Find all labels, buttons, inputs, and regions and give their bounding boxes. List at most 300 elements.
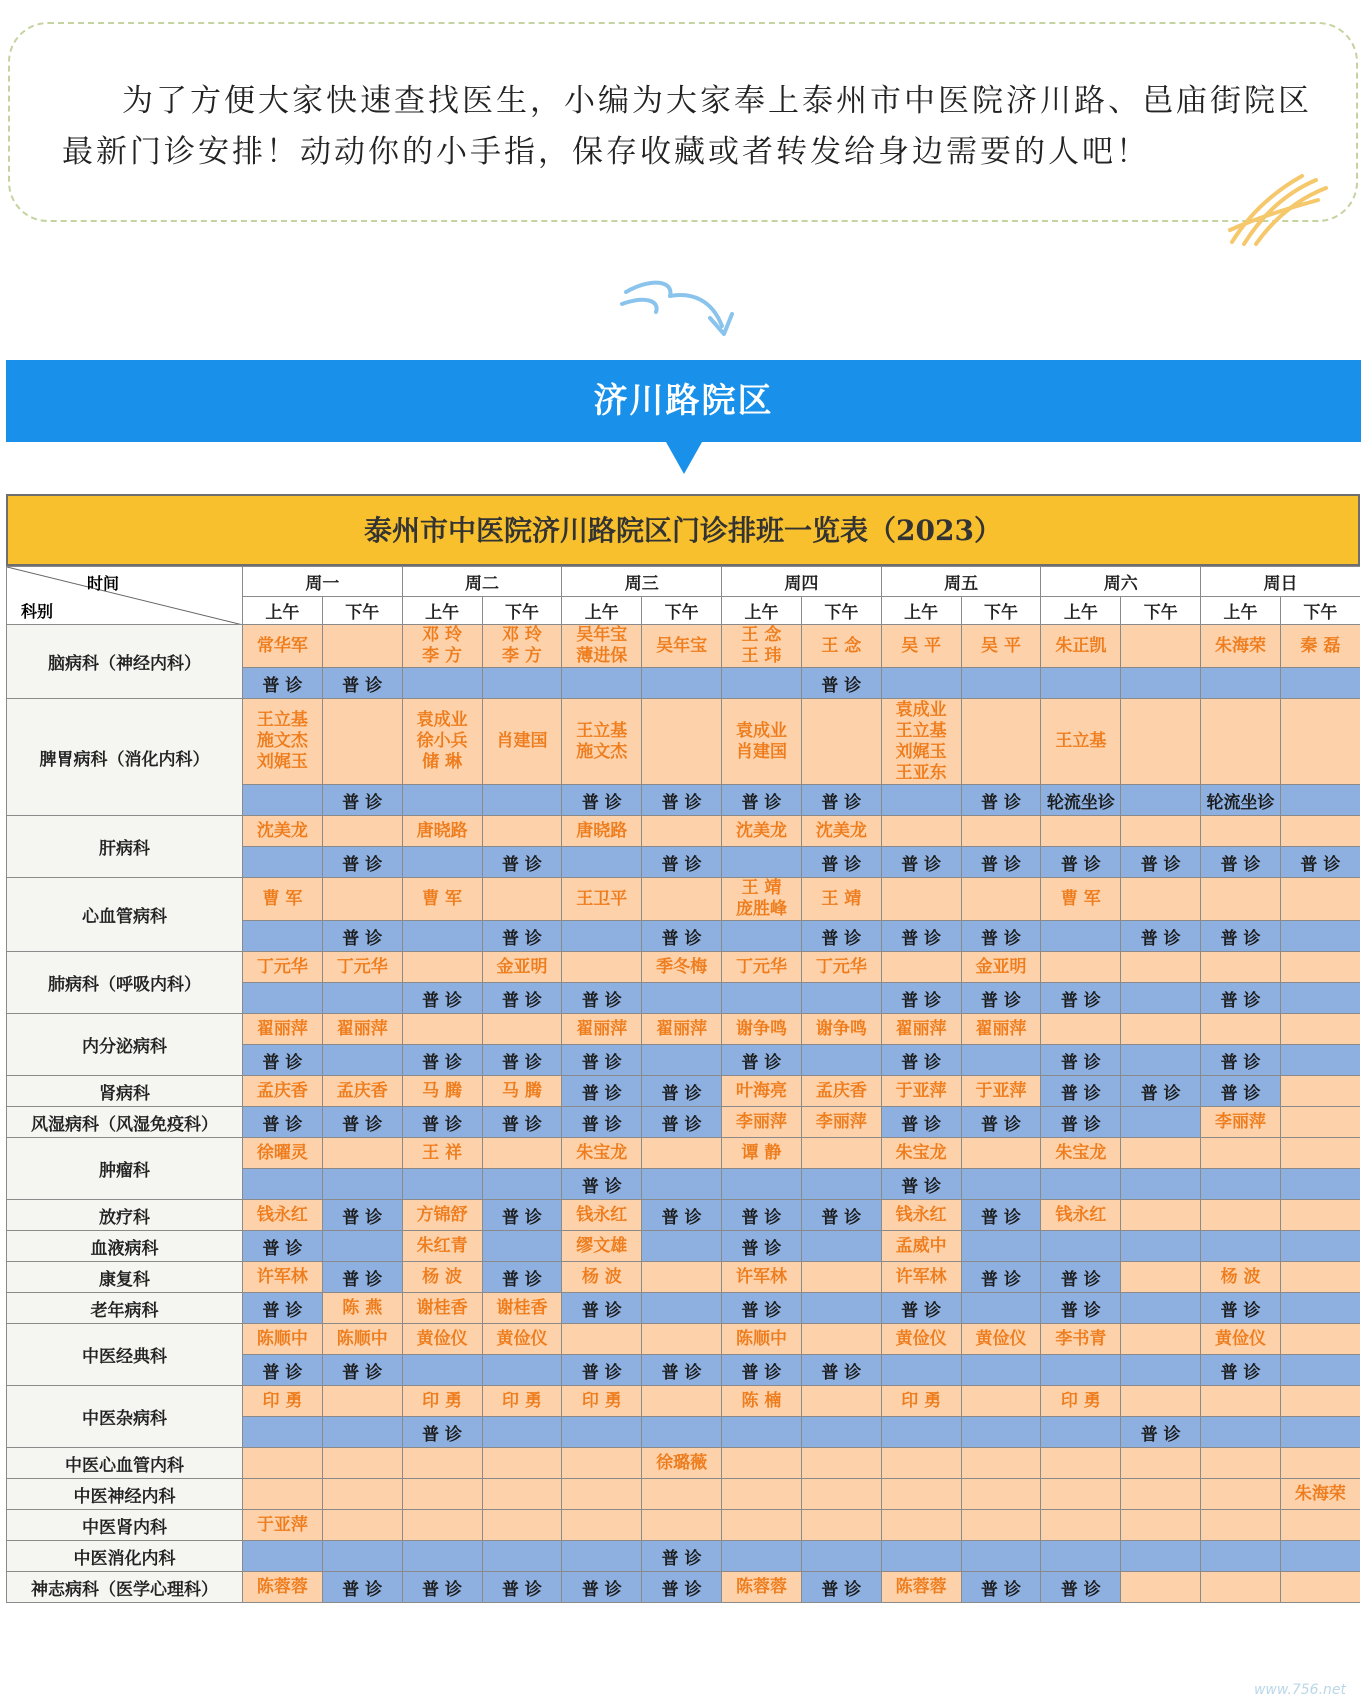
empty-cell bbox=[801, 983, 881, 1014]
general-clinic-cell: 普 诊 bbox=[482, 1200, 562, 1231]
empty-cell bbox=[322, 1231, 402, 1262]
general-clinic-cell: 普 诊 bbox=[402, 1045, 482, 1076]
day-header: 周三 bbox=[562, 567, 722, 597]
department-name: 中医心血管内科 bbox=[7, 1448, 243, 1479]
empty-cell bbox=[1280, 1169, 1360, 1200]
empty-cell bbox=[322, 625, 402, 668]
empty-cell bbox=[1041, 921, 1121, 952]
general-clinic-cell: 普 诊 bbox=[1121, 1417, 1201, 1448]
empty-cell bbox=[1121, 1510, 1201, 1541]
banner-pointer bbox=[666, 442, 702, 474]
doctor-cell: 吴 平 bbox=[961, 625, 1041, 668]
empty-cell bbox=[562, 1479, 642, 1510]
empty-cell bbox=[482, 1014, 562, 1045]
empty-cell bbox=[1280, 816, 1360, 847]
department-name: 中医消化内科 bbox=[7, 1541, 243, 1572]
empty-cell bbox=[642, 1138, 722, 1169]
empty-cell bbox=[642, 668, 722, 699]
general-clinic-cell: 普 诊 bbox=[482, 847, 562, 878]
empty-cell bbox=[402, 1510, 482, 1541]
empty-cell bbox=[961, 1448, 1041, 1479]
general-clinic-cell: 普 诊 bbox=[881, 1045, 961, 1076]
empty-cell bbox=[1121, 878, 1201, 921]
empty-cell bbox=[562, 1417, 642, 1448]
empty-cell bbox=[402, 1355, 482, 1386]
general-clinic-cell: 普 诊 bbox=[961, 1107, 1041, 1138]
empty-cell bbox=[1121, 1448, 1201, 1479]
general-clinic-cell: 普 诊 bbox=[402, 1572, 482, 1603]
empty-cell bbox=[961, 1355, 1041, 1386]
doctor-cell: 钱永红 bbox=[1041, 1200, 1121, 1231]
empty-cell bbox=[722, 983, 802, 1014]
empty-cell bbox=[243, 921, 323, 952]
doctor-cell: 李丽萍 bbox=[801, 1107, 881, 1138]
empty-cell bbox=[642, 1417, 722, 1448]
doctor-cell: 朱正凯 bbox=[1041, 625, 1121, 668]
corner-dept-label: 科别 bbox=[21, 602, 54, 621]
empty-cell bbox=[322, 699, 402, 785]
general-clinic-cell: 普 诊 bbox=[1041, 1572, 1121, 1603]
empty-cell bbox=[1201, 1572, 1281, 1603]
empty-cell bbox=[402, 921, 482, 952]
pm-header: 下午 bbox=[1280, 597, 1360, 625]
doctor-cell: 马 腾 bbox=[402, 1076, 482, 1107]
empty-cell bbox=[1201, 1386, 1281, 1417]
general-clinic-cell: 普 诊 bbox=[482, 1262, 562, 1293]
doctor-cell: 沈美龙 bbox=[243, 816, 323, 847]
general-clinic-cell: 普 诊 bbox=[1280, 847, 1360, 878]
empty-cell bbox=[402, 952, 482, 983]
doctor-cell: 金亚明 bbox=[961, 952, 1041, 983]
general-clinic-cell: 普 诊 bbox=[562, 1107, 642, 1138]
empty-cell bbox=[482, 1231, 562, 1262]
doctor-cell: 曹 军 bbox=[402, 878, 482, 921]
doctor-cell: 于亚萍 bbox=[961, 1076, 1041, 1107]
general-clinic-cell: 普 诊 bbox=[562, 1293, 642, 1324]
pm-header: 下午 bbox=[961, 597, 1041, 625]
watermark: www.756.net bbox=[1253, 1682, 1346, 1698]
department-name: 肝病科 bbox=[7, 816, 243, 878]
general-clinic-cell: 普 诊 bbox=[722, 1355, 802, 1386]
doctor-cell: 杨 波 bbox=[402, 1262, 482, 1293]
empty-cell bbox=[1121, 699, 1201, 785]
empty-cell bbox=[322, 1417, 402, 1448]
empty-cell bbox=[881, 1355, 961, 1386]
empty-cell bbox=[961, 1510, 1041, 1541]
doctor-cell: 沈美龙 bbox=[722, 816, 802, 847]
doctor-cell: 陈顺中 bbox=[722, 1324, 802, 1355]
empty-cell bbox=[1280, 1076, 1360, 1107]
empty-cell bbox=[482, 1479, 562, 1510]
empty-cell bbox=[1041, 668, 1121, 699]
empty-cell bbox=[482, 1138, 562, 1169]
doctor-cell: 陈顺中 bbox=[322, 1324, 402, 1355]
empty-cell bbox=[562, 847, 642, 878]
general-clinic-cell: 普 诊 bbox=[801, 668, 881, 699]
doctor-cell: 翟丽萍 bbox=[881, 1014, 961, 1045]
empty-cell bbox=[562, 952, 642, 983]
general-clinic-cell: 普 诊 bbox=[1201, 1045, 1281, 1076]
empty-cell bbox=[1201, 1200, 1281, 1231]
empty-cell bbox=[1280, 1231, 1360, 1262]
general-clinic-cell: 普 诊 bbox=[881, 1107, 961, 1138]
doctor-cell: 徐璐薇 bbox=[642, 1448, 722, 1479]
department-name: 肺病科（呼吸内科） bbox=[7, 952, 243, 1014]
empty-cell bbox=[1121, 1138, 1201, 1169]
doctor-cell: 翟丽萍 bbox=[961, 1014, 1041, 1045]
scribble-decoration-icon bbox=[1222, 170, 1332, 250]
empty-cell bbox=[482, 785, 562, 816]
doctor-cell: 于亚萍 bbox=[243, 1510, 323, 1541]
schedule-row bbox=[7, 1510, 1361, 1541]
empty-cell bbox=[482, 1448, 562, 1479]
doctor-cell: 王立基 施文杰 bbox=[562, 699, 642, 785]
department-name: 心血管病科 bbox=[7, 878, 243, 952]
empty-cell bbox=[1280, 1045, 1360, 1076]
general-clinic-cell: 普 诊 bbox=[322, 1355, 402, 1386]
schedule-row bbox=[7, 625, 1361, 668]
doctor-cell: 吴 平 bbox=[881, 625, 961, 668]
general-clinic-cell: 普 诊 bbox=[722, 1200, 802, 1231]
empty-cell bbox=[482, 1169, 562, 1200]
general-clinic-cell: 普 诊 bbox=[1201, 1293, 1281, 1324]
empty-cell bbox=[1280, 1262, 1360, 1293]
schedule-table bbox=[6, 566, 1360, 1603]
empty-cell bbox=[801, 1479, 881, 1510]
empty-cell bbox=[722, 1479, 802, 1510]
empty-cell bbox=[642, 1293, 722, 1324]
empty-cell bbox=[1121, 952, 1201, 983]
empty-cell bbox=[1201, 1479, 1281, 1510]
doctor-cell: 朱宝龙 bbox=[562, 1138, 642, 1169]
empty-cell bbox=[562, 1324, 642, 1355]
doctor-cell: 许军林 bbox=[881, 1262, 961, 1293]
doctor-cell: 印 勇 bbox=[482, 1386, 562, 1417]
doctor-cell: 王 祥 bbox=[402, 1138, 482, 1169]
doctor-cell: 丁元华 bbox=[801, 952, 881, 983]
empty-cell bbox=[402, 1169, 482, 1200]
doctor-cell: 唐晓路 bbox=[562, 816, 642, 847]
empty-cell bbox=[1280, 878, 1360, 921]
empty-cell bbox=[1280, 983, 1360, 1014]
empty-cell bbox=[722, 1510, 802, 1541]
department-name: 肾病科 bbox=[7, 1076, 243, 1107]
empty-cell bbox=[961, 1386, 1041, 1417]
pm-header: 下午 bbox=[322, 597, 402, 625]
empty-cell bbox=[722, 847, 802, 878]
department-name: 康复科 bbox=[7, 1262, 243, 1293]
general-clinic-cell: 普 诊 bbox=[801, 921, 881, 952]
empty-cell bbox=[322, 1510, 402, 1541]
empty-cell bbox=[881, 878, 961, 921]
doctor-cell: 轮流坐诊 bbox=[1201, 785, 1281, 816]
doctor-cell: 马 腾 bbox=[482, 1076, 562, 1107]
doctor-cell: 曹 军 bbox=[1041, 878, 1121, 921]
empty-cell bbox=[402, 1541, 482, 1572]
empty-cell bbox=[322, 1448, 402, 1479]
empty-cell bbox=[243, 847, 323, 878]
general-clinic-cell: 普 诊 bbox=[881, 1293, 961, 1324]
department-name: 神志病科（医学心理科） bbox=[7, 1572, 243, 1603]
empty-cell bbox=[801, 1386, 881, 1417]
general-clinic-cell: 普 诊 bbox=[722, 1293, 802, 1324]
doctor-cell: 黄俭仪 bbox=[961, 1324, 1041, 1355]
empty-cell bbox=[402, 785, 482, 816]
general-clinic-cell: 普 诊 bbox=[1201, 847, 1281, 878]
pm-header: 下午 bbox=[482, 597, 562, 625]
day-header: 周五 bbox=[881, 567, 1041, 597]
empty-cell bbox=[722, 921, 802, 952]
empty-cell bbox=[322, 816, 402, 847]
empty-cell bbox=[881, 1510, 961, 1541]
am-header: 上午 bbox=[881, 597, 961, 625]
general-clinic-cell: 普 诊 bbox=[642, 1572, 722, 1603]
general-clinic-cell: 普 诊 bbox=[482, 1572, 562, 1603]
empty-cell bbox=[1121, 983, 1201, 1014]
general-clinic-cell: 普 诊 bbox=[1121, 1076, 1201, 1107]
empty-cell bbox=[642, 1262, 722, 1293]
empty-cell bbox=[1121, 625, 1201, 668]
empty-cell bbox=[562, 668, 642, 699]
empty-cell bbox=[801, 1541, 881, 1572]
empty-cell bbox=[1201, 699, 1281, 785]
department-name: 血液病科 bbox=[7, 1231, 243, 1262]
doctor-cell: 肖建国 bbox=[482, 699, 562, 785]
empty-cell bbox=[722, 1169, 802, 1200]
doctor-cell: 叶海亮 bbox=[722, 1076, 802, 1107]
empty-cell bbox=[1121, 785, 1201, 816]
doctor-cell: 谢桂香 bbox=[402, 1293, 482, 1324]
doctor-cell: 黄俭仪 bbox=[1201, 1324, 1281, 1355]
empty-cell bbox=[1280, 1355, 1360, 1386]
empty-cell bbox=[402, 847, 482, 878]
doctor-cell: 孟庆香 bbox=[322, 1076, 402, 1107]
general-clinic-cell: 普 诊 bbox=[243, 1231, 323, 1262]
doctor-cell: 邓 玲 李 方 bbox=[402, 625, 482, 668]
empty-cell bbox=[1201, 952, 1281, 983]
general-clinic-cell: 普 诊 bbox=[801, 1200, 881, 1231]
schedule-row bbox=[7, 816, 1361, 847]
doctor-cell: 谢争鸣 bbox=[722, 1014, 802, 1045]
schedule-row bbox=[7, 699, 1361, 785]
general-clinic-cell: 普 诊 bbox=[1121, 921, 1201, 952]
empty-cell bbox=[881, 1448, 961, 1479]
doctor-cell: 王 念 王 玮 bbox=[722, 625, 802, 668]
empty-cell bbox=[322, 1169, 402, 1200]
empty-cell bbox=[881, 952, 961, 983]
doctor-cell: 金亚明 bbox=[482, 952, 562, 983]
empty-cell bbox=[722, 1541, 802, 1572]
general-clinic-cell: 普 诊 bbox=[1201, 921, 1281, 952]
empty-cell bbox=[243, 1541, 323, 1572]
general-clinic-cell: 普 诊 bbox=[961, 785, 1041, 816]
empty-cell bbox=[1121, 1355, 1201, 1386]
doctor-cell: 于亚萍 bbox=[881, 1076, 961, 1107]
department-name: 中医经典科 bbox=[7, 1324, 243, 1386]
empty-cell bbox=[801, 1138, 881, 1169]
doctor-cell: 王卫平 bbox=[562, 878, 642, 921]
empty-cell bbox=[642, 878, 722, 921]
empty-cell bbox=[1121, 1169, 1201, 1200]
empty-cell bbox=[243, 983, 323, 1014]
doctor-cell: 陈蓉蓉 bbox=[243, 1572, 323, 1603]
empty-cell bbox=[1280, 785, 1360, 816]
doctor-cell: 季冬梅 bbox=[642, 952, 722, 983]
empty-cell bbox=[322, 1479, 402, 1510]
general-clinic-cell: 普 诊 bbox=[642, 921, 722, 952]
general-clinic-cell: 普 诊 bbox=[562, 1045, 642, 1076]
empty-cell bbox=[1041, 1417, 1121, 1448]
doctor-cell: 朱宝龙 bbox=[881, 1138, 961, 1169]
empty-cell bbox=[482, 816, 562, 847]
empty-cell bbox=[961, 816, 1041, 847]
doctor-cell: 钱永红 bbox=[881, 1200, 961, 1231]
doctor-cell: 王 靖 bbox=[801, 878, 881, 921]
doctor-cell: 李丽萍 bbox=[1201, 1107, 1281, 1138]
curved-arrow-icon bbox=[620, 274, 750, 354]
empty-cell bbox=[1121, 1479, 1201, 1510]
am-header: 上午 bbox=[402, 597, 482, 625]
doctor-cell: 袁成业 王立基 刘娓玉 王亚东 bbox=[881, 699, 961, 785]
empty-cell bbox=[243, 1479, 323, 1510]
empty-cell bbox=[1121, 1014, 1201, 1045]
general-clinic-cell: 普 诊 bbox=[243, 668, 323, 699]
am-header: 上午 bbox=[562, 597, 642, 625]
doctor-cell: 朱海荣 bbox=[1201, 625, 1281, 668]
doctor-cell: 吴年宝 bbox=[642, 625, 722, 668]
empty-cell bbox=[1121, 668, 1201, 699]
doctor-cell: 杨 波 bbox=[1201, 1262, 1281, 1293]
department-name: 脑病科（神经内科） bbox=[7, 625, 243, 699]
empty-cell bbox=[243, 1417, 323, 1448]
general-clinic-cell: 普 诊 bbox=[243, 1045, 323, 1076]
empty-cell bbox=[801, 1510, 881, 1541]
doctor-cell: 徐曜灵 bbox=[243, 1138, 323, 1169]
general-clinic-cell: 普 诊 bbox=[801, 1355, 881, 1386]
schedule-row bbox=[7, 1200, 1361, 1231]
empty-cell bbox=[1041, 1355, 1121, 1386]
empty-cell bbox=[243, 785, 323, 816]
empty-cell bbox=[642, 983, 722, 1014]
doctor-cell: 孟威中 bbox=[881, 1231, 961, 1262]
department-name: 中医杂病科 bbox=[7, 1386, 243, 1448]
empty-cell bbox=[1121, 1200, 1201, 1231]
am-header: 上午 bbox=[1201, 597, 1281, 625]
empty-cell bbox=[1280, 668, 1360, 699]
doctor-cell: 陈蓉蓉 bbox=[722, 1572, 802, 1603]
schedule-row bbox=[7, 1541, 1361, 1572]
empty-cell bbox=[801, 1448, 881, 1479]
empty-cell bbox=[243, 1169, 323, 1200]
general-clinic-cell: 普 诊 bbox=[482, 921, 562, 952]
schedule-row bbox=[7, 1107, 1361, 1138]
general-clinic-cell: 普 诊 bbox=[1041, 983, 1121, 1014]
corner-time-label: 时间 bbox=[87, 574, 120, 593]
doctor-cell: 袁成业 徐小兵 储 琳 bbox=[402, 699, 482, 785]
day-header: 周六 bbox=[1041, 567, 1201, 597]
doctor-cell: 王立基 bbox=[1041, 699, 1121, 785]
empty-cell bbox=[1201, 1231, 1281, 1262]
empty-cell bbox=[562, 1541, 642, 1572]
general-clinic-cell: 普 诊 bbox=[1041, 1293, 1121, 1324]
empty-cell bbox=[801, 1231, 881, 1262]
empty-cell bbox=[1121, 1572, 1201, 1603]
empty-cell bbox=[801, 1417, 881, 1448]
day-header: 周四 bbox=[722, 567, 882, 597]
doctor-cell: 缪文雄 bbox=[562, 1231, 642, 1262]
general-clinic-cell: 普 诊 bbox=[1041, 847, 1121, 878]
general-clinic-cell: 普 诊 bbox=[322, 921, 402, 952]
general-clinic-cell: 普 诊 bbox=[961, 921, 1041, 952]
empty-cell bbox=[482, 878, 562, 921]
doctor-cell: 翟丽萍 bbox=[322, 1014, 402, 1045]
empty-cell bbox=[961, 1045, 1041, 1076]
general-clinic-cell: 普 诊 bbox=[402, 1107, 482, 1138]
general-clinic-cell: 普 诊 bbox=[961, 847, 1041, 878]
schedule-row bbox=[7, 1293, 1361, 1324]
empty-cell bbox=[961, 1138, 1041, 1169]
empty-cell bbox=[961, 1231, 1041, 1262]
doctor-cell: 朱红青 bbox=[402, 1231, 482, 1262]
doctor-cell: 许军林 bbox=[243, 1262, 323, 1293]
general-clinic-cell: 普 诊 bbox=[722, 1231, 802, 1262]
general-clinic-cell: 普 诊 bbox=[961, 1200, 1041, 1231]
empty-cell bbox=[1280, 1200, 1360, 1231]
empty-cell bbox=[1280, 1324, 1360, 1355]
general-clinic-cell: 普 诊 bbox=[1121, 847, 1201, 878]
doctor-cell: 沈美龙 bbox=[801, 816, 881, 847]
empty-cell bbox=[1201, 1448, 1281, 1479]
pm-header: 下午 bbox=[801, 597, 881, 625]
schedule-row bbox=[7, 1572, 1361, 1603]
empty-cell bbox=[961, 668, 1041, 699]
empty-cell bbox=[1280, 1541, 1360, 1572]
doctor-cell: 丁元华 bbox=[322, 952, 402, 983]
general-clinic-cell: 普 诊 bbox=[1041, 1107, 1121, 1138]
doctor-cell: 陈 燕 bbox=[322, 1293, 402, 1324]
empty-cell bbox=[961, 1479, 1041, 1510]
empty-cell bbox=[402, 668, 482, 699]
doctor-cell: 丁元华 bbox=[722, 952, 802, 983]
empty-cell bbox=[322, 1386, 402, 1417]
general-clinic-cell: 普 诊 bbox=[322, 1262, 402, 1293]
empty-cell bbox=[642, 1231, 722, 1262]
general-clinic-cell: 普 诊 bbox=[722, 1045, 802, 1076]
empty-cell bbox=[961, 699, 1041, 785]
empty-cell bbox=[243, 1448, 323, 1479]
general-clinic-cell: 普 诊 bbox=[961, 1262, 1041, 1293]
doctor-cell: 王立基 施文杰 刘娓玉 bbox=[243, 699, 323, 785]
general-clinic-cell: 普 诊 bbox=[562, 785, 642, 816]
empty-cell bbox=[881, 1541, 961, 1572]
schedule-row bbox=[7, 1262, 1361, 1293]
doctor-cell: 谭 静 bbox=[722, 1138, 802, 1169]
campus-banner: 济川路院区 bbox=[6, 360, 1361, 442]
doctor-cell: 印 勇 bbox=[1041, 1386, 1121, 1417]
empty-cell bbox=[642, 1045, 722, 1076]
empty-cell bbox=[1041, 952, 1121, 983]
doctor-cell: 陈 楠 bbox=[722, 1386, 802, 1417]
schedule-row bbox=[7, 1014, 1361, 1045]
doctor-cell: 唐晓路 bbox=[402, 816, 482, 847]
schedule-row bbox=[7, 1138, 1361, 1169]
empty-cell bbox=[642, 1479, 722, 1510]
empty-cell bbox=[402, 1014, 482, 1045]
schedule-table-wrapper bbox=[6, 494, 1360, 1700]
doctor-cell: 印 勇 bbox=[402, 1386, 482, 1417]
empty-cell bbox=[1280, 1386, 1360, 1417]
general-clinic-cell: 普 诊 bbox=[322, 1200, 402, 1231]
